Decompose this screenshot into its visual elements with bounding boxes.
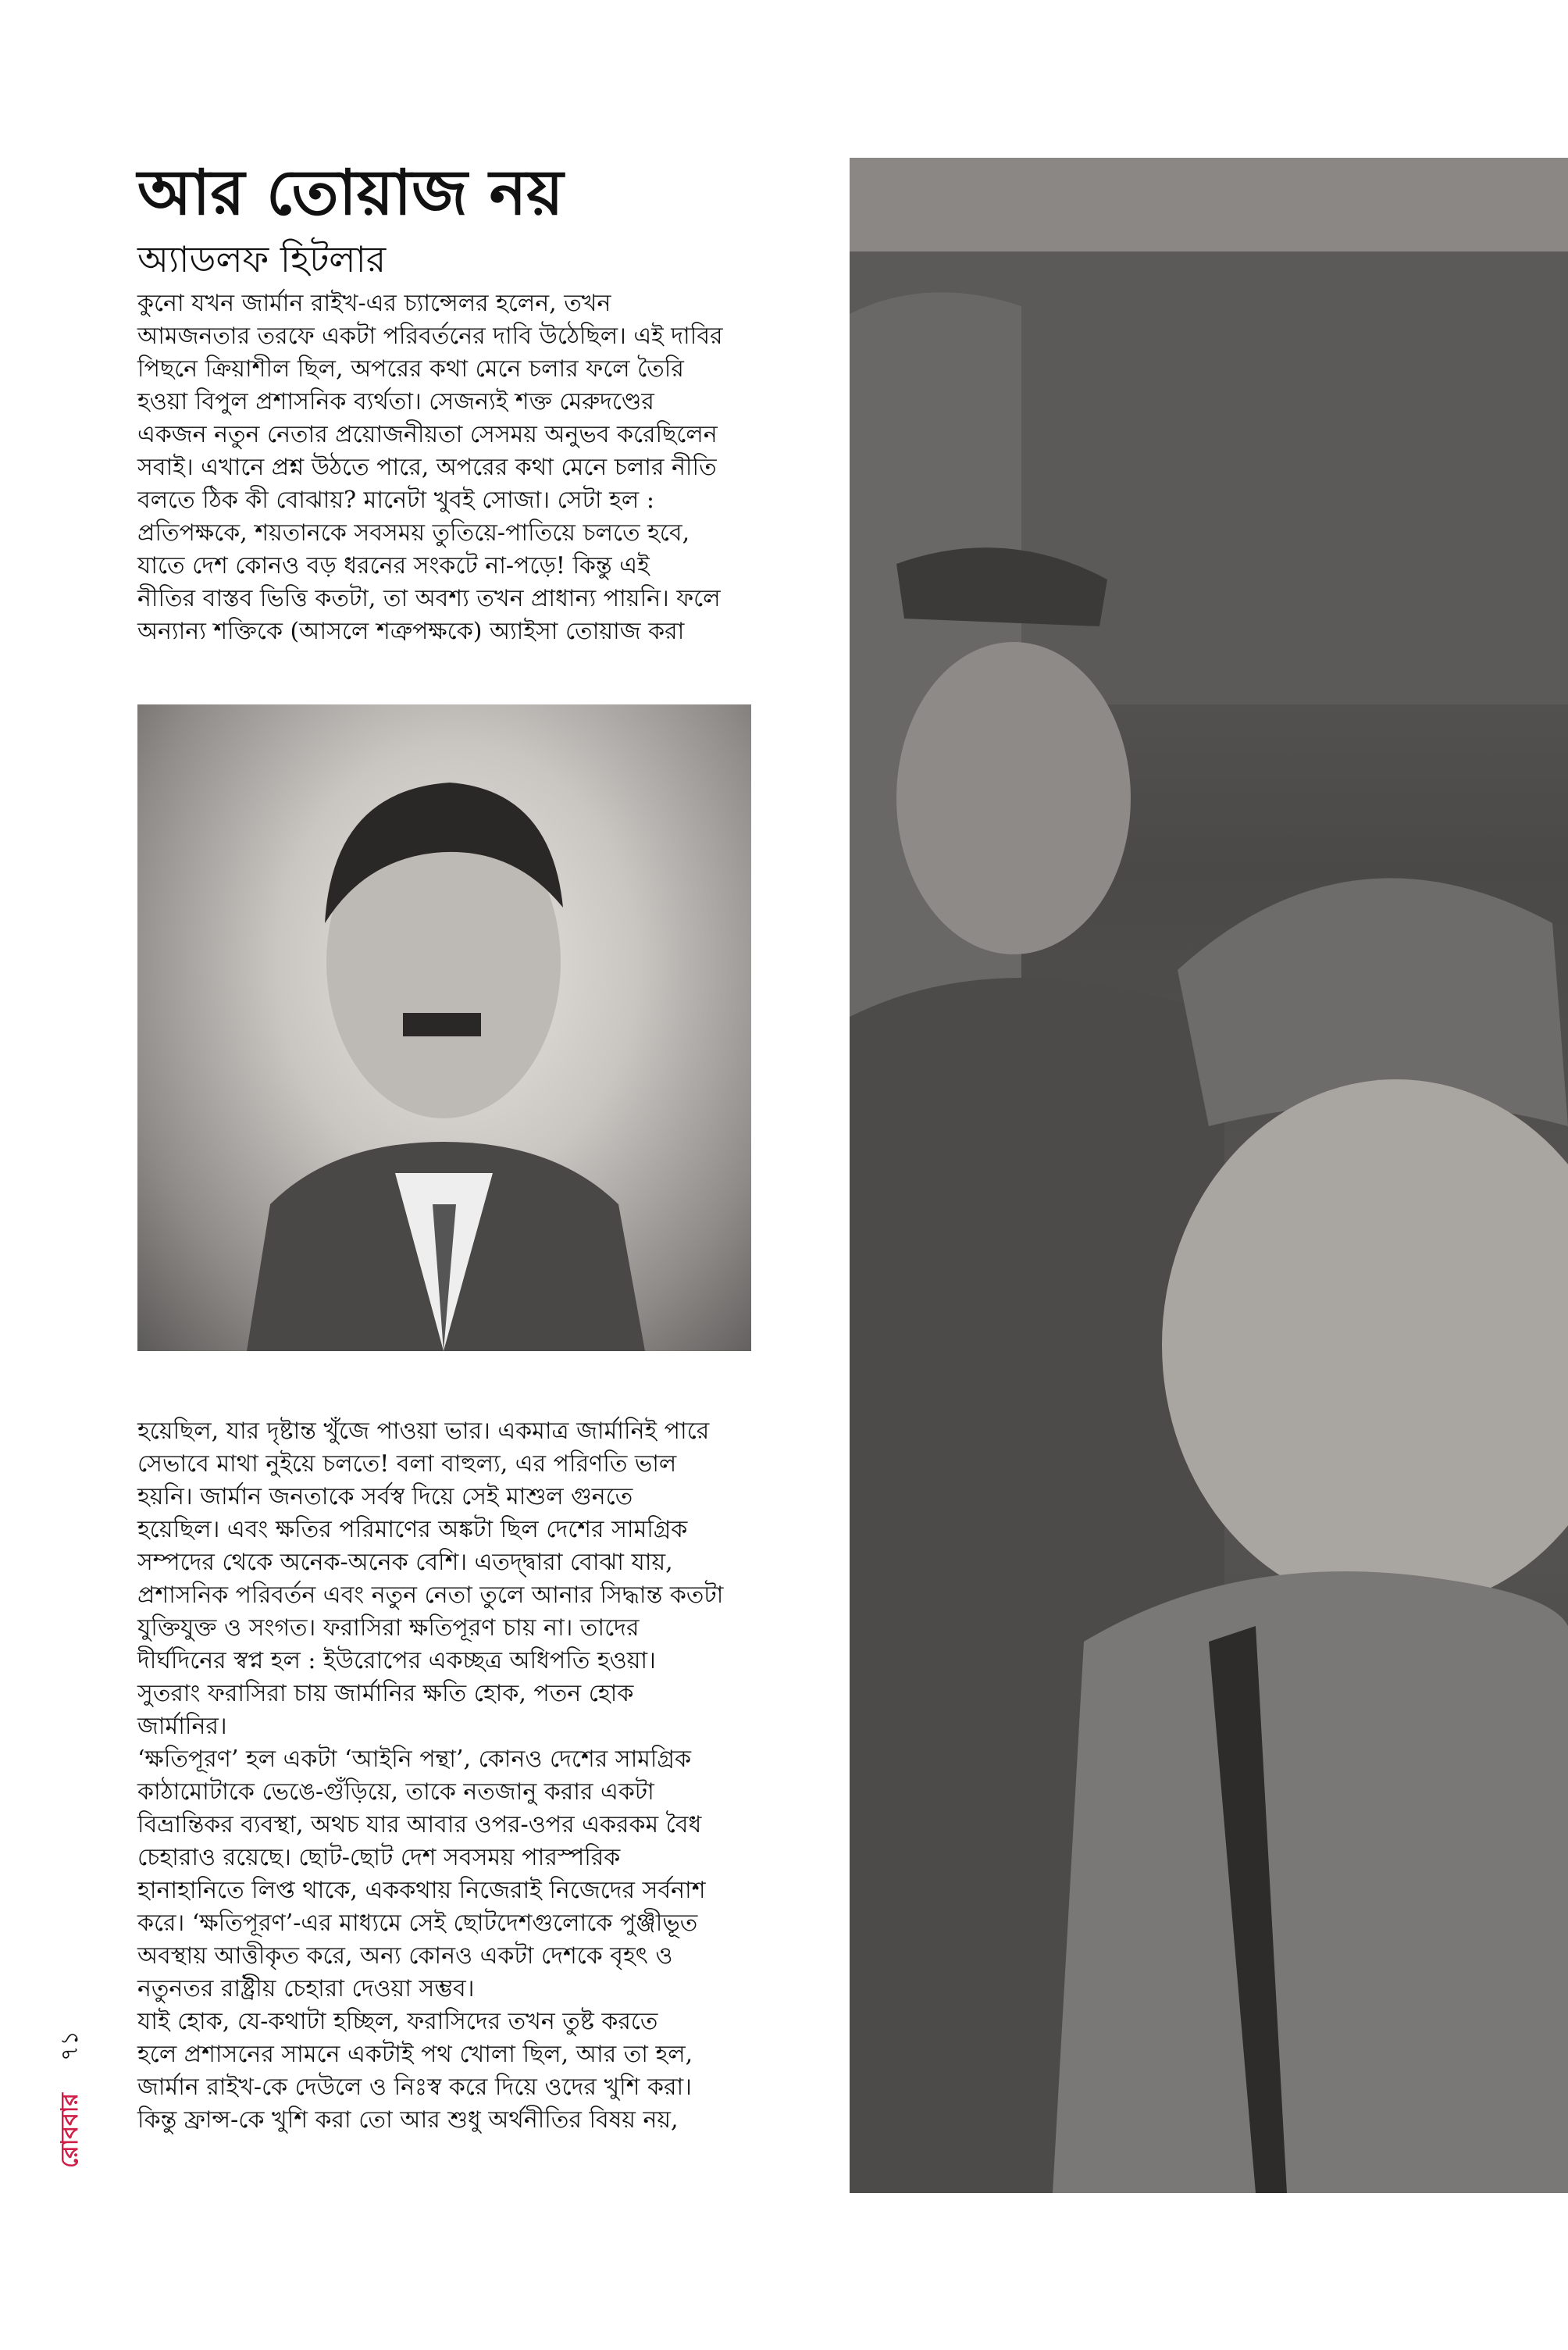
- text-line: যুক্তিযুক্ত ও সংগত। ফরাসিরা ক্ষতিপূরণ চায় না। তাদের: [137, 1614, 640, 1642]
- body-column-bottom: [137, 1415, 762, 2137]
- text-line: সুতরাং ফরাসিরা চায় জার্মানির ক্ষতি হোক, পতন হোক: [137, 1680, 634, 1707]
- article-author: অ্যাডলফ হিটলার: [137, 238, 387, 280]
- page-folio: [47, 2031, 94, 2265]
- text-line: বলতে ঠিক কী বোঝায়? মানেটা খুবই সোজা। সেটা হল :: [137, 487, 654, 514]
- text-line: কুনো যখন জার্মান রাইখ-এর চ্যান্সেলর হলেন, তখন: [137, 290, 611, 317]
- text-line: একজন নতুন নেতার প্রয়োজনীয়তা সেসময় অনুভব করেছিলেন: [137, 421, 718, 448]
- text-line: হানাহানিতে লিপ্ত থাকে, এককথায় নিজেরাই নিজেদের সর্বনাশ: [137, 1877, 706, 1904]
- text-line: হলে প্রশাসনের সামনে একটাই পথ খোলা ছিল, আর তা হল,: [137, 2041, 693, 2068]
- text-line: হয়েছিল, যার দৃষ্টান্ত খুঁজে পাওয়া ভার। একমাত্র জার্মানিই পারে: [137, 1417, 710, 1445]
- text-line: হয়েছিল। এবং ক্ষতির পরিমাণের অঙ্কটা ছিল দেশের সামগ্রিক: [137, 1516, 688, 1543]
- text-line: পিছনে ক্রিয়াশীল ছিল, অপরের কথা মেনে চলার ফলে তৈরি: [137, 355, 684, 383]
- article-title: আর তোয়াজ নয়: [137, 155, 564, 229]
- portrait-illustration: [137, 704, 751, 1351]
- text-line: প্রশাসনিক পরিবর্তন এবং নতুন নেতা তুলে আনার সিদ্ধান্ত কতটা: [137, 1582, 724, 1609]
- page-number: ৭১: [56, 2031, 84, 2061]
- text-line: দীর্ঘদিনের স্বপ্ন হল : ইউরোপের একচ্ছত্র অধিপতি হওয়া।: [137, 1647, 656, 1674]
- text-line: ‘ক্ষতিপূরণ’ হল একটা ‘আইনি পন্থা’, কোনও দেশের সামগ্রিক: [137, 1746, 691, 1773]
- text-line: নতুনতর রাষ্ট্রীয় চেহারা দেওয়া সম্ভব।: [137, 1975, 475, 2002]
- text-line: হয়নি। জার্মান জনতাকে সর্বস্ব দিয়ে সেই মাশুল গুনতে: [137, 1483, 633, 1510]
- text-line: সবাই। এখানে প্রশ্ন উঠতে পারে, অপরের কথা মেনে চলার নীতি: [137, 454, 717, 481]
- crowd-photo: [850, 158, 1568, 2193]
- text-line: বিভ্রান্তিকর ব্যবস্থা, অথচ যার আবার ওপর-ওপর একরকম বৈধ: [137, 1811, 702, 1838]
- text-line: জার্মান রাইখ-কে দেউলে ও নিঃস্ব করে দিয়ে ওদের খুশি করা।: [137, 2074, 692, 2101]
- text-line: নীতির বাস্তব ভিত্তি কতটা, তা অবশ্য তখন প্রাধান্য পায়নি। ফলে: [137, 585, 721, 612]
- crowd-illustration: [850, 158, 1568, 2193]
- text-line: যাতে দেশ কোনও বড় ধরনের সংকটে না-পড়ে! কিন্তু এই: [137, 552, 650, 579]
- text-line: চেহারাও রয়েছে। ছোট-ছোট দেশ সবসময় পারস্পরিক: [137, 1844, 621, 1871]
- text-line: প্রতিপক্ষকে, শয়তানকে সবসময় তুতিয়ে-পাতিয়ে চলতে হবে,: [137, 519, 690, 547]
- text-line: সেভাবে মাথা নুইয়ে চলতে! বলা বাহুল্য, এর পরিণতি ভাল: [137, 1450, 677, 1478]
- text-line: সম্পদের থেকে অনেক-অনেক বেশি। এতদ্দ্বারা বোঝা যায়,: [137, 1549, 673, 1576]
- text-line: অবস্থায় আত্তীকৃত করে, অন্য কোনও একটা দেশকে বৃহৎ ও: [137, 1942, 673, 1970]
- text-line: যাই হোক, যে-কথাটা হচ্ছিল, ফরাসিদের তখন তুষ্ট করতে: [137, 2008, 658, 2035]
- text-line: করে। ‘ক্ষতিপূরণ’-এর মাধ্যমে সেই ছোটদেশগুলোকে পুঞ্জীভূত: [137, 1910, 698, 1937]
- text-line: কাঠামোটাকে ভেঙে-গুঁড়িয়ে, তাকে নতজানু করার একটা: [137, 1778, 654, 1806]
- magazine-name: রোববার: [56, 2093, 84, 2168]
- body-column-top: [137, 287, 762, 648]
- portrait-photo: [137, 704, 751, 1351]
- text-line: অন্যান্য শক্তিকে (আসলে শত্রুপক্ষকে) অ্যাইসা তোয়াজ করা: [137, 618, 685, 645]
- text-line: আমজনতার তরফে একটা পরিবর্তনের দাবি উঠেছিল। এই দাবির: [137, 323, 723, 350]
- text-line: জার্মানির।: [137, 1713, 227, 1740]
- text-line: হওয়া বিপুল প্রশাসনিক ব্যর্থতা। সেজন্যই শক্ত মেরুদণ্ডের: [137, 388, 654, 415]
- text-line: কিন্তু ফ্রান্স-কে খুশি করা তো আর শুধু অর্থনীতির বিষয় নয়,: [137, 2106, 679, 2134]
